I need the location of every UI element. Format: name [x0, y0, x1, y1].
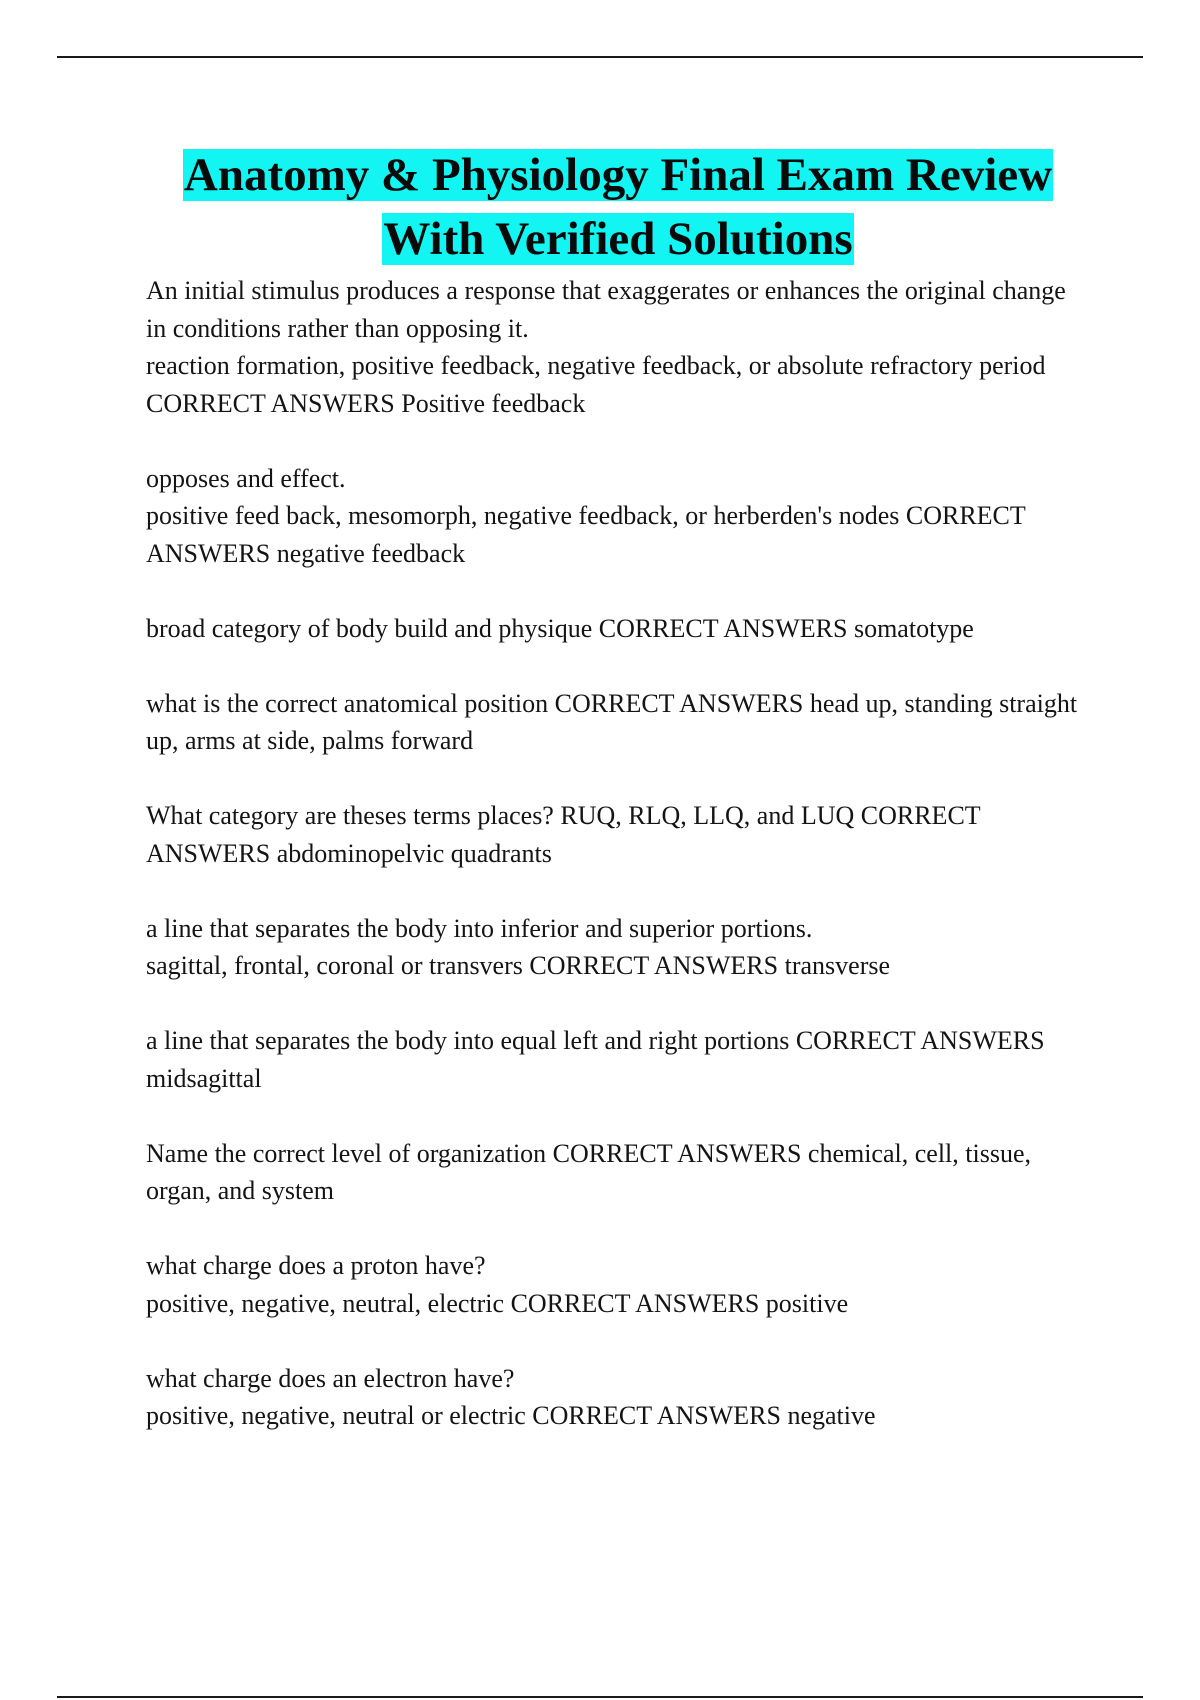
qa-entry — [146, 460, 1086, 573]
qa-line: sagittal, frontal, coronal or transvers CORRECT ANSWERS transverse — [146, 951, 891, 980]
qa-entry — [146, 1247, 1086, 1322]
qa-line: a line that separates the body into equal left and right portions CORRECT ANSWERS midsagittal — [146, 1026, 1045, 1093]
qa-line: opposes and effect. — [146, 463, 346, 493]
qa-line: positive feed back, mesomorph, negative feedback, or herberden's nodes CORRECT ANSWERS negative feedback — [146, 501, 1026, 568]
qa-line: What category are theses terms places? RUQ, RLQ, LLQ, and LUQ CORRECT ANSWERS abdominopelvic quadrants — [146, 801, 981, 868]
qa-entry — [146, 1360, 1086, 1435]
bottom-divider — [57, 1696, 1143, 1698]
qa-entry — [146, 1135, 1086, 1210]
qa-entry — [146, 272, 1086, 422]
qa-line: what is the correct anatomical position CORRECT ANSWERS head up, standing straight up, arms at side, palms forward — [146, 688, 1078, 755]
title-line-1: Anatomy & Physiology Final Exam Review — [183, 149, 1053, 201]
qa-entry — [146, 1022, 1086, 1097]
qa-line: An initial stimulus produces a response that exaggerates or enhances the original change in conditions rather than opposing it. — [146, 276, 1066, 343]
qa-line: Name the correct level of organization CORRECT ANSWERS chemical, cell, tissue, organ, and system — [146, 1138, 1031, 1205]
document-title — [0, 143, 1200, 271]
qa-line: reaction formation, positive feedback, negative feedback, or absolute refractory period CORRECT ANSWERS Positive feedback — [146, 351, 1046, 418]
title-line-2: With Verified Solutions — [383, 213, 853, 265]
qa-line: positive, negative, neutral or electric CORRECT ANSWERS negative — [146, 1401, 876, 1430]
qa-entry — [146, 797, 1086, 872]
qa-entry — [146, 910, 1086, 985]
qa-entry — [146, 610, 1086, 648]
qa-entry — [146, 685, 1086, 760]
qa-line: positive, negative, neutral, electric CORRECT ANSWERS positive — [146, 1288, 849, 1318]
qa-line: broad category of body build and physique CORRECT ANSWERS somatotype — [146, 613, 974, 643]
top-divider — [57, 56, 1143, 58]
qa-line: what charge does an electron have? — [146, 1363, 515, 1393]
qa-list — [146, 272, 1086, 1472]
qa-line: a line that separates the body into inferior and superior portions. — [146, 913, 813, 943]
qa-line: what charge does a proton have? — [146, 1251, 486, 1280]
